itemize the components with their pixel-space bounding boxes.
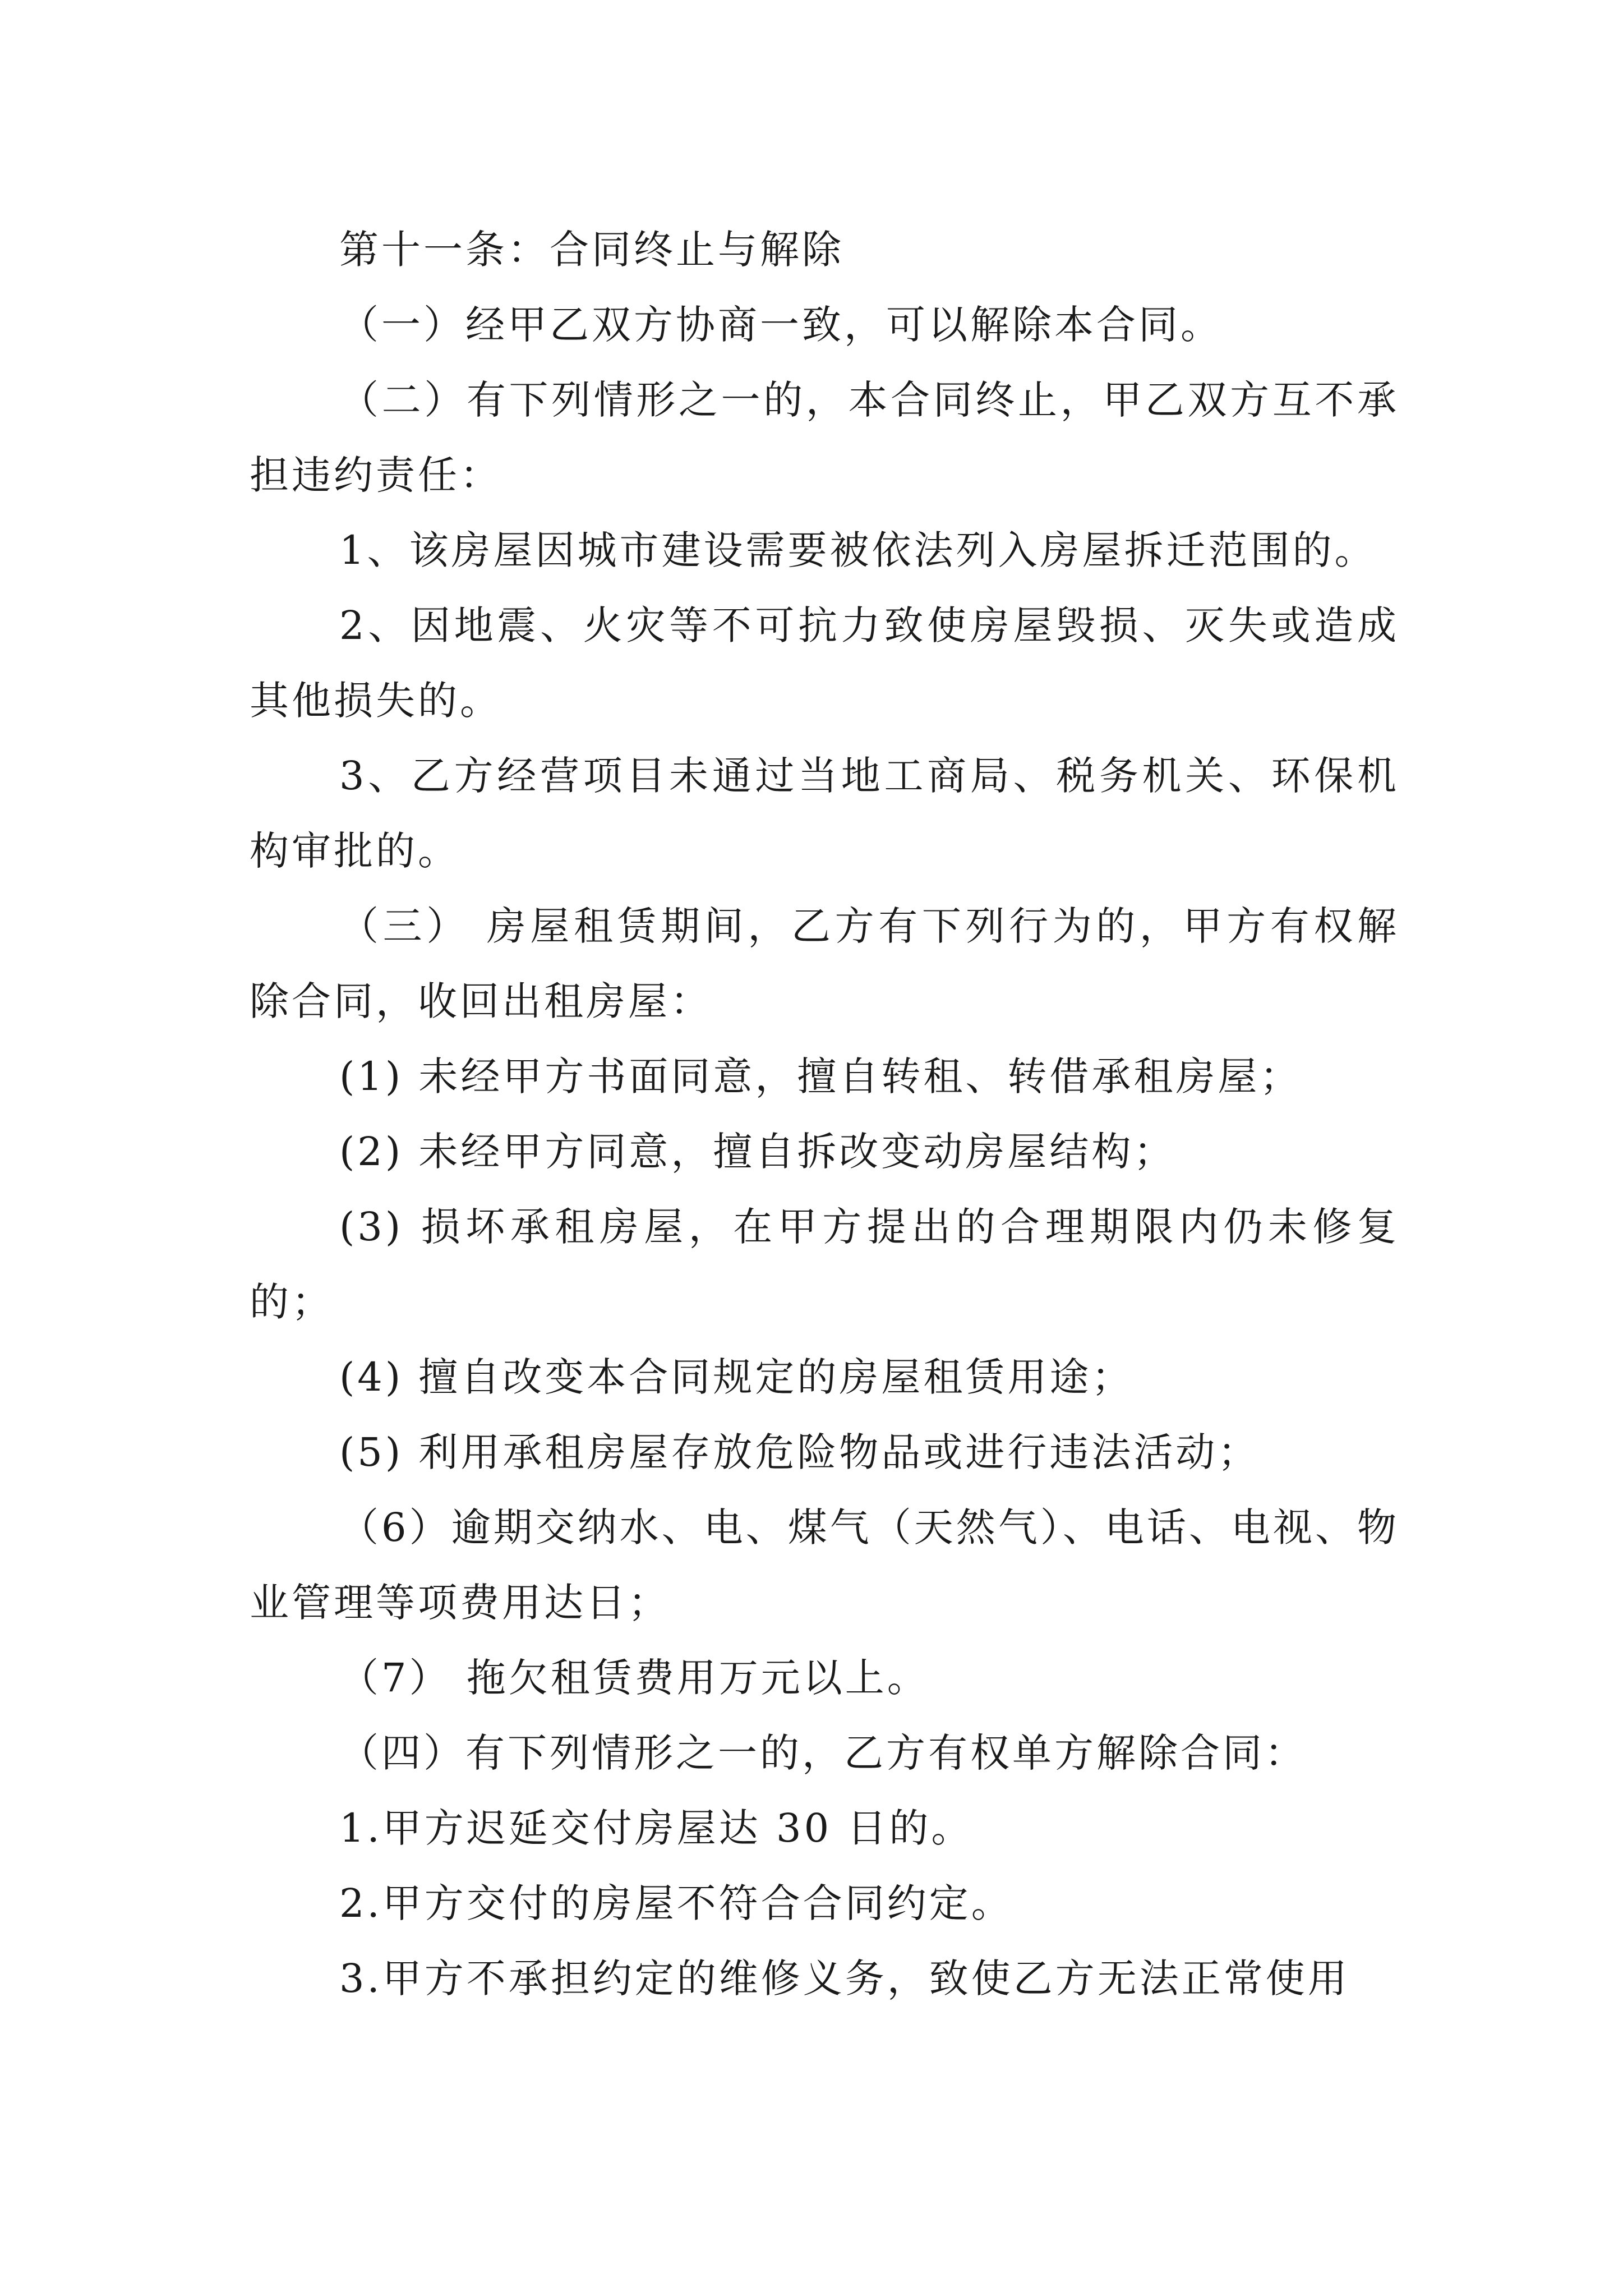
clause-3-item-4: (4) 擅自改变本合同规定的房屋租赁用途；: [339, 1354, 1134, 1400]
clause-2-item-1: 1、该房屋因城市建设需要被依法列入房屋拆迁范围的。: [339, 527, 1377, 573]
document-body: [250, 212, 1399, 2016]
clause-1: （一）经甲乙双方协商一致，可以解除本合同。: [339, 302, 1223, 348]
article-heading: 第十一条：合同终止与解除: [339, 227, 844, 273]
clause-3-item-2: (2) 未经甲方同意，擅自拆改变动房屋结构；: [339, 1129, 1176, 1175]
clause-4-item-1: 1.甲方迟延交付房屋达 30 日的。: [339, 1805, 974, 1851]
clause-3: （三） 房屋租赁期间，乙方有下列行为的，甲方有权解除合同，收回出租房屋：: [250, 903, 1399, 1024]
clause-3-item-3: (3) 损坏承租房屋，在甲方提出的合理期限内仍未修复的；: [250, 1204, 1399, 1325]
clause-2-item-2: 2、因地震、火灾等不可抗力致使房屋毁损、灭失或造成其他损失的。: [250, 602, 1399, 724]
clause-4-item-3: 3.甲方不承担约定的维修义务，致使乙方无法正常使用: [339, 1955, 1350, 2001]
clause-2-item-3: 3、乙方经营项目未通过当地工商局、税务机关、环保机构审批的。: [250, 753, 1399, 874]
clause-2: （二）有下列情形之一的，本合同终止，甲乙双方互不承担违约责任：: [250, 377, 1399, 498]
clause-3-item-6: （6）逾期交纳水、电、煤气（天然气）、电话、电视、物业管理等项费用达日；: [250, 1504, 1399, 1626]
clause-4-item-2: 2.甲方交付的房屋不符合合同约定。: [339, 1880, 1013, 1926]
clause-3-item-5: (5) 利用承租房屋存放危险物品或进行违法活动；: [339, 1429, 1260, 1475]
clause-4: （四）有下列情形之一的，乙方有权单方解除合同：: [339, 1730, 1307, 1776]
clause-3-item-1: (1) 未经甲方书面同意，擅自转租、转借承租房屋；: [339, 1053, 1302, 1099]
clause-3-item-7: （7） 拖欠租赁费用万元以上。: [339, 1655, 929, 1701]
